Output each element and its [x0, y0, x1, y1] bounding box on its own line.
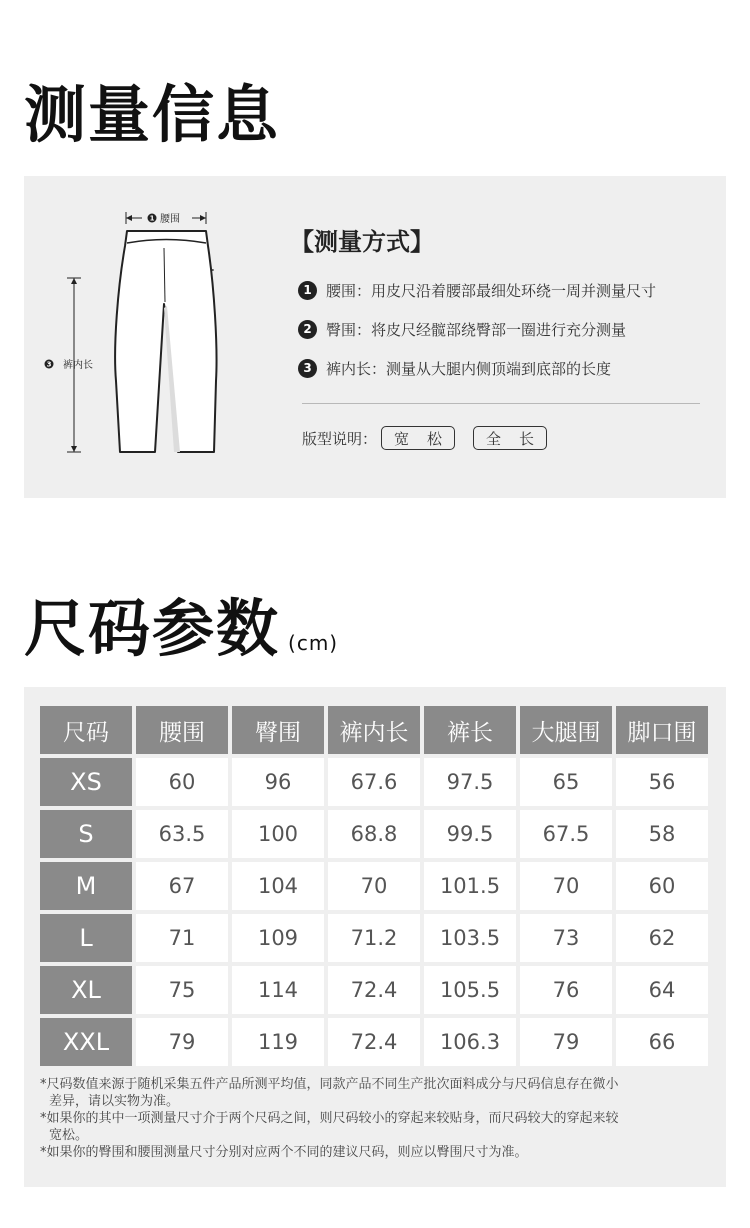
table-cell: 96	[232, 758, 324, 806]
note-2: *如果你的其中一项测量尺寸介于两个尺码之间，则尺码较小的穿起来较贴身，而尺码较大的穿起来较 宽松。	[40, 1111, 619, 1143]
size-label-cell: M	[40, 862, 132, 910]
inseam-num: 3	[46, 360, 52, 369]
table-cell: 109	[232, 914, 324, 962]
divider	[302, 403, 700, 404]
table-cell: 60	[136, 758, 228, 806]
size-label-cell: L	[40, 914, 132, 962]
table-cell: 76	[520, 966, 612, 1014]
table-cell: 72.4	[328, 966, 420, 1014]
table-cell: 97.5	[424, 758, 516, 806]
table-cell: 114	[232, 966, 324, 1014]
size-panel	[24, 687, 726, 1187]
inseam-label: 裤内长	[63, 360, 93, 371]
num-1-icon: 1	[298, 281, 317, 300]
size-label-cell: S	[40, 810, 132, 858]
table-cell: 65	[520, 758, 612, 806]
measure-panel	[24, 176, 726, 498]
fit-tag-full-length: 全长	[473, 426, 547, 450]
size-label-cell: XS	[40, 758, 132, 806]
table-header-cell: 大腿围	[520, 706, 612, 754]
table-cell: 106.3	[424, 1018, 516, 1066]
table-header-cell: 裤内长	[328, 706, 420, 754]
table-cell: 72.4	[328, 1018, 420, 1066]
measure-info-title: 测量信息	[24, 78, 281, 151]
note-1: *尺码数值来源于随机采集五件产品所测平均值，同款产品不同生产批次面料成分与尺码信息存在微小 差异，请以实物为准。	[40, 1077, 619, 1109]
pants-outline	[115, 231, 216, 452]
table-cell: 66	[616, 1018, 708, 1066]
method-item-waist	[298, 280, 656, 300]
inseam-arrow	[45, 278, 94, 452]
table-cell: 60	[616, 862, 708, 910]
table-cell: 56	[616, 758, 708, 806]
table-cell: 103.5	[424, 914, 516, 962]
waist-arrow	[126, 211, 206, 225]
table-cell: 70	[520, 862, 612, 910]
waist-num: 1	[149, 214, 155, 223]
fit-description	[302, 426, 561, 450]
method-title: 【测量方式】	[290, 228, 434, 256]
pants-diagram	[24, 176, 284, 498]
method-list	[298, 280, 656, 397]
table-cell: 58	[616, 810, 708, 858]
table-cell: 104	[232, 862, 324, 910]
size-label-cell: XL	[40, 966, 132, 1014]
table-cell: 73	[520, 914, 612, 962]
note-3: *如果你的臀围和腰围测量尺寸分别对应两个不同的建议尺码，则应以臀围尺寸为准。	[40, 1145, 528, 1160]
table-cell: 101.5	[424, 862, 516, 910]
table-cell: 67.6	[328, 758, 420, 806]
table-cell: 119	[232, 1018, 324, 1066]
size-label-cell: XXL	[40, 1018, 132, 1066]
table-header-cell: 尺码	[40, 706, 132, 754]
table-header-cell: 脚口围	[616, 706, 708, 754]
table-header-cell: 臀围	[232, 706, 324, 754]
table-cell: 62	[616, 914, 708, 962]
fit-label: 版型说明：	[302, 429, 378, 448]
unit-label: (cm)	[288, 631, 339, 655]
table-cell: 68.8	[328, 810, 420, 858]
method-item-hip	[298, 319, 656, 339]
table-cell: 79	[520, 1018, 612, 1066]
size-table	[40, 706, 708, 1066]
num-2-icon: 2	[298, 320, 317, 339]
table-header-cell: 腰围	[136, 706, 228, 754]
size-params-title: 尺码参数 (cm)	[24, 592, 339, 665]
num-3-icon: 3	[298, 359, 317, 378]
table-cell: 100	[232, 810, 324, 858]
method-text: 裤内长：测量从大腿内侧顶端到底部的长度	[326, 359, 612, 378]
table-cell: 105.5	[424, 966, 516, 1014]
waist-label: 腰围	[160, 214, 180, 225]
table-cell: 71.2	[328, 914, 420, 962]
table-cell: 64	[616, 966, 708, 1014]
table-cell: 63.5	[136, 810, 228, 858]
notes	[40, 1076, 712, 1161]
table-cell: 67	[136, 862, 228, 910]
table-cell: 67.5	[520, 810, 612, 858]
method-item-inseam	[298, 358, 656, 378]
table-header-cell: 裤长	[424, 706, 516, 754]
table-cell: 71	[136, 914, 228, 962]
fit-tag-loose: 宽松	[381, 426, 455, 450]
table-cell: 79	[136, 1018, 228, 1066]
table-cell: 99.5	[424, 810, 516, 858]
method-text: 臀围：将皮尺经髋部绕臀部一圈进行充分测量	[326, 320, 627, 339]
table-cell: 75	[136, 966, 228, 1014]
method-text: 腰围：用皮尺沿着腰部最细处环绕一周并测量尺寸	[326, 281, 657, 300]
table-cell: 70	[328, 862, 420, 910]
